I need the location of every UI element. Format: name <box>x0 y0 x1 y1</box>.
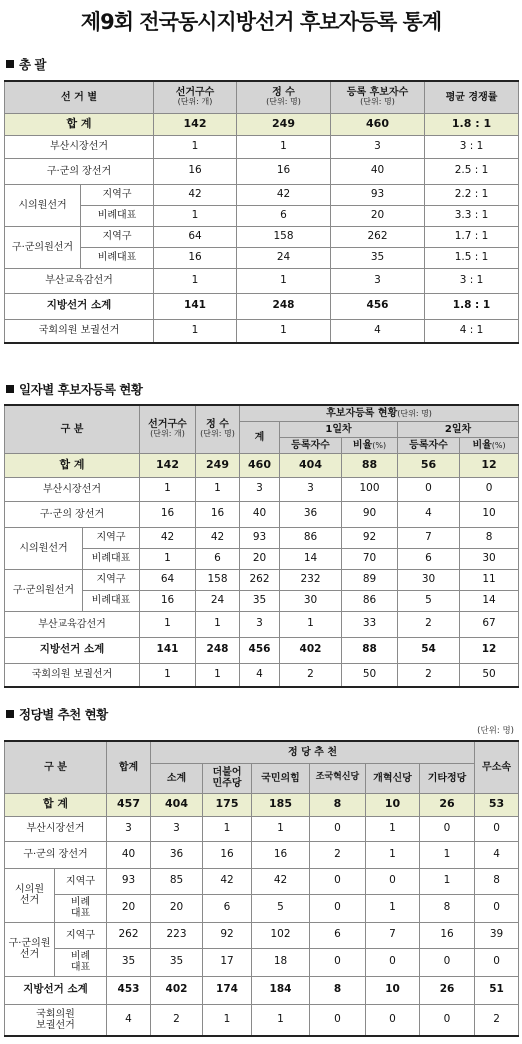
table-cell: 0 <box>420 1004 475 1036</box>
col-header: 기타정당 <box>420 763 475 793</box>
table-row <box>5 226 519 247</box>
table-cell: 1.8 : 1 <box>425 113 519 135</box>
table-cell: 30 <box>280 590 342 611</box>
table-cell: 92 <box>342 527 398 548</box>
table-cell: 457 <box>107 793 151 816</box>
table-cell: 232 <box>280 569 342 590</box>
table-cell: 64 <box>140 569 196 590</box>
table-cell: 1.5 : 1 <box>425 247 519 268</box>
table-cell: 2 <box>151 1004 203 1036</box>
table-cell: 1 <box>420 868 475 894</box>
table-cell: 시의원 선거 <box>5 868 55 922</box>
table-cell: 54 <box>398 637 460 663</box>
table-cell: 0 <box>310 816 366 841</box>
table-row <box>5 868 519 894</box>
table-cell: 6 <box>196 548 240 569</box>
table-cell: 248 <box>237 293 331 319</box>
table-cell: 3 <box>331 135 425 158</box>
table-cell: 8 <box>460 527 519 548</box>
table-row <box>5 569 519 590</box>
table-cell: 36 <box>280 501 342 527</box>
table-cell: 64 <box>154 226 237 247</box>
table-cell: 90 <box>342 501 398 527</box>
table-cell: 14 <box>460 590 519 611</box>
table-cell: 1 <box>196 477 240 501</box>
table-cell: 비례대표 <box>81 205 154 226</box>
table-row <box>5 319 519 343</box>
table-cell: 3 <box>280 477 342 501</box>
section-heading-party <box>6 705 108 723</box>
table-cell: 지역구 <box>55 868 107 894</box>
table-row <box>5 268 519 293</box>
col-header: 합계 <box>107 741 151 793</box>
table-cell: 시의원선거 <box>5 184 81 226</box>
table-cell: 비례대표 <box>81 247 154 268</box>
table-cell: 10 <box>366 793 420 816</box>
table-cell: 33 <box>342 611 398 637</box>
table-cell: 지역구 <box>55 922 107 948</box>
table-cell: 1 <box>252 816 310 841</box>
table-cell: 지방선거 소계 <box>5 637 140 663</box>
table-row-subtotal <box>5 637 519 663</box>
table-cell: 비례 대표 <box>55 948 107 976</box>
table-cell: 1 <box>140 548 196 569</box>
section-heading-text: 총 괄 <box>19 57 47 72</box>
table-cell: 262 <box>107 922 151 948</box>
party-nomination-table <box>4 740 519 1037</box>
table-cell: 88 <box>342 637 398 663</box>
table-cell: 16 <box>252 841 310 868</box>
table-cell: 10 <box>460 501 519 527</box>
table-cell: 16 <box>196 501 240 527</box>
table-cell: 14 <box>280 548 342 569</box>
col-header: 1일차 <box>280 421 398 437</box>
table-cell: 2 <box>310 841 366 868</box>
table-cell: 8 <box>310 976 366 1004</box>
col-header: 등록자수 <box>280 437 342 453</box>
table-cell: 3 <box>331 268 425 293</box>
table-cell: 1.8 : 1 <box>425 293 519 319</box>
col-header: 평균 경쟁률 <box>425 81 519 113</box>
table-cell: 7 <box>398 527 460 548</box>
table-cell: 1 <box>140 477 196 501</box>
table-cell: 비례 대표 <box>55 894 107 922</box>
table-header-row <box>5 741 519 763</box>
col-header: 구 분 <box>5 405 140 453</box>
table-cell: 67 <box>460 611 519 637</box>
page-title: 제9회 전국동시지방선거 후보자등록 통계 <box>80 10 442 34</box>
table-cell: 185 <box>252 793 310 816</box>
table-cell: 24 <box>196 590 240 611</box>
table-cell: 158 <box>196 569 240 590</box>
table-cell: 262 <box>240 569 280 590</box>
table-cell: 2.5 : 1 <box>425 158 519 184</box>
table-cell: 53 <box>475 793 519 816</box>
table-cell: 3 <box>107 816 151 841</box>
table-cell: 국회의원 보궐선거 <box>5 319 154 343</box>
square-bullet-icon <box>6 385 14 393</box>
table-row <box>5 135 519 158</box>
table-cell: 5 <box>398 590 460 611</box>
table-cell: 16 <box>420 922 475 948</box>
table-cell: 7 <box>366 922 420 948</box>
table-cell: 8 <box>310 793 366 816</box>
col-header: 정 수 (단위: 명) <box>196 405 240 453</box>
col-header: 조국혁신당 <box>310 763 366 793</box>
table-cell: 0 <box>398 477 460 501</box>
table-cell: 86 <box>280 527 342 548</box>
table-cell: 16 <box>237 158 331 184</box>
col-header: 선 거 별 <box>5 81 154 113</box>
table-cell: 0 <box>420 948 475 976</box>
table-cell: 404 <box>151 793 203 816</box>
table-cell: 10 <box>366 976 420 1004</box>
table-cell: 141 <box>140 637 196 663</box>
table-cell: 12 <box>460 637 519 663</box>
table-cell: 6 <box>398 548 460 569</box>
table-cell: 85 <box>151 868 203 894</box>
table-cell: 1 <box>154 205 237 226</box>
table-cell: 1 <box>196 611 240 637</box>
col-header: 비율(%) <box>460 437 519 453</box>
table-cell: 국회의원 보궐선거 <box>5 1004 107 1036</box>
table-cell: 42 <box>154 184 237 205</box>
table-cell: 1 <box>366 894 420 922</box>
table-cell: 2 <box>475 1004 519 1036</box>
col-header: 비율(%) <box>342 437 398 453</box>
table-cell: 249 <box>196 453 240 477</box>
table-cell: 26 <box>420 976 475 1004</box>
table-cell: 92 <box>203 922 252 948</box>
table-cell: 12 <box>460 453 519 477</box>
table-cell: 1 <box>140 663 196 687</box>
table-cell: 6 <box>237 205 331 226</box>
table-cell: 4 <box>398 501 460 527</box>
col-header: 구 분 <box>5 741 107 793</box>
table-cell: 456 <box>331 293 425 319</box>
table-cell: 0 <box>475 948 519 976</box>
table-cell: 부산시장선거 <box>5 816 107 841</box>
table-cell: 17 <box>203 948 252 976</box>
table-cell: 100 <box>342 477 398 501</box>
table-cell: 35 <box>107 948 151 976</box>
table-cell: 0 <box>310 948 366 976</box>
table-cell: 460 <box>240 453 280 477</box>
table-cell: 56 <box>398 453 460 477</box>
table-cell: 1 <box>140 611 196 637</box>
table-cell: 지역구 <box>81 184 154 205</box>
table-cell: 6 <box>203 894 252 922</box>
col-header: 개혁신당 <box>366 763 420 793</box>
table-cell: 11 <box>460 569 519 590</box>
table-cell: 부산교육감선거 <box>5 611 140 637</box>
table-cell: 1 <box>252 1004 310 1036</box>
table-header-row <box>5 405 519 421</box>
section-heading-text: 일자별 후보자등록 현황 <box>19 382 143 397</box>
table-row <box>5 184 519 205</box>
table-cell: 141 <box>154 293 237 319</box>
table-cell: 부산시장선거 <box>5 135 154 158</box>
square-bullet-icon <box>6 60 14 68</box>
table-cell: 4 <box>475 841 519 868</box>
table-header-row <box>5 81 519 113</box>
table-cell: 구·군의 장선거 <box>5 158 154 184</box>
table-cell: 26 <box>420 793 475 816</box>
table-cell: 16 <box>140 590 196 611</box>
table-cell: 1 <box>366 841 420 868</box>
col-header: 선거구수 (단위: 개) <box>140 405 196 453</box>
table-cell: 합 계 <box>5 793 107 816</box>
table-cell: 453 <box>107 976 151 1004</box>
table-row <box>5 816 519 841</box>
table-cell: 456 <box>240 637 280 663</box>
table-cell: 158 <box>237 226 331 247</box>
table-cell: 3 <box>240 477 280 501</box>
table-cell: 89 <box>342 569 398 590</box>
table-cell: 2 <box>398 611 460 637</box>
table-cell: 비례대표 <box>83 548 140 569</box>
table-cell: 42 <box>203 868 252 894</box>
table-cell: 42 <box>196 527 240 548</box>
table-cell: 8 <box>420 894 475 922</box>
table-cell: 86 <box>342 590 398 611</box>
table-cell: 50 <box>460 663 519 687</box>
table-cell: 175 <box>203 793 252 816</box>
table-row <box>5 501 519 527</box>
table-cell: 42 <box>140 527 196 548</box>
table-cell: 93 <box>331 184 425 205</box>
table-cell: 1 <box>196 663 240 687</box>
table-cell: 시의원선거 <box>5 527 83 569</box>
table-cell: 1 <box>366 816 420 841</box>
table-cell: 16 <box>154 247 237 268</box>
table-cell: 지방선거 소계 <box>5 293 154 319</box>
section-heading-daily <box>6 380 142 398</box>
section-heading-summary <box>6 55 46 73</box>
table-cell: 20 <box>331 205 425 226</box>
table-cell: 30 <box>460 548 519 569</box>
table-cell: 구·군의 장선거 <box>5 501 140 527</box>
table-cell: 51 <box>475 976 519 1004</box>
table-cell: 4 <box>331 319 425 343</box>
table-row <box>5 663 519 687</box>
table-cell: 16 <box>140 501 196 527</box>
table-cell: 460 <box>331 113 425 135</box>
table-cell: 1.7 : 1 <box>425 226 519 247</box>
table-cell: 93 <box>107 868 151 894</box>
col-header: 후보자등록 현황(단위: 명) <box>240 405 519 421</box>
table-cell: 20 <box>240 548 280 569</box>
table-row <box>5 894 519 922</box>
col-header: 계 <box>240 421 280 453</box>
table-cell: 16 <box>154 158 237 184</box>
table-cell: 3 <box>240 611 280 637</box>
table-row <box>5 590 519 611</box>
table-cell: 35 <box>151 948 203 976</box>
table-cell: 지역구 <box>83 527 140 548</box>
col-header: 정 당 추 천 <box>151 741 475 763</box>
col-header: 2일차 <box>398 421 519 437</box>
table-cell: 합 계 <box>5 453 140 477</box>
table-cell: 0 <box>420 816 475 841</box>
table-cell: 1 <box>237 268 331 293</box>
table-cell: 지방선거 소계 <box>5 976 107 1004</box>
col-header: 소계 <box>151 763 203 793</box>
table-cell: 35 <box>240 590 280 611</box>
table-cell: 1 <box>237 319 331 343</box>
table-cell: 20 <box>151 894 203 922</box>
table-row <box>5 922 519 948</box>
table-cell: 20 <box>107 894 151 922</box>
table-row <box>5 548 519 569</box>
table-cell: 223 <box>151 922 203 948</box>
section-heading-text: 정당별 추천 현황 <box>19 707 108 722</box>
table-row-total <box>5 793 519 816</box>
table-cell: 1 <box>203 1004 252 1036</box>
table-cell: 3 : 1 <box>425 135 519 158</box>
table-row <box>5 205 519 226</box>
table-cell: 402 <box>151 976 203 1004</box>
table-cell: 1 <box>280 611 342 637</box>
table-cell: 0 <box>475 816 519 841</box>
table-row <box>5 477 519 501</box>
table-cell: 1 <box>420 841 475 868</box>
table-cell: 70 <box>342 548 398 569</box>
table-cell: 2 <box>280 663 342 687</box>
square-bullet-icon <box>6 710 14 718</box>
table-cell: 부산시장선거 <box>5 477 140 501</box>
table-row <box>5 1004 519 1036</box>
col-header: 무소속 <box>475 741 519 793</box>
table-cell: 1 <box>154 268 237 293</box>
table-cell: 5 <box>252 894 310 922</box>
col-header: 등록 후보자수 (단위: 명) <box>331 81 425 113</box>
table-cell: 1 <box>154 319 237 343</box>
table-cell: 404 <box>280 453 342 477</box>
table-cell: 3 <box>151 816 203 841</box>
col-header: 더불어 민주당 <box>203 763 252 793</box>
table-cell: 18 <box>252 948 310 976</box>
table-cell: 402 <box>280 637 342 663</box>
table-cell: 1 <box>203 816 252 841</box>
table-cell: 0 <box>310 1004 366 1036</box>
table-cell: 3 : 1 <box>425 268 519 293</box>
table-cell: 국회의원 보궐선거 <box>5 663 140 687</box>
table-cell: 0 <box>475 894 519 922</box>
table-cell: 40 <box>240 501 280 527</box>
summary-table <box>4 80 519 344</box>
table-cell: 3.3 : 1 <box>425 205 519 226</box>
table-row-total <box>5 453 519 477</box>
table-cell: 30 <box>398 569 460 590</box>
table-cell: 248 <box>196 637 240 663</box>
table-cell: 4 <box>240 663 280 687</box>
table-cell: 0 <box>460 477 519 501</box>
table-cell: 0 <box>366 948 420 976</box>
table-cell: 24 <box>237 247 331 268</box>
table-cell: 0 <box>310 894 366 922</box>
table-cell: 88 <box>342 453 398 477</box>
table-cell: 지역구 <box>81 226 154 247</box>
table-cell: 구·군의 장선거 <box>5 841 107 868</box>
table-row <box>5 158 519 184</box>
table-cell: 6 <box>310 922 366 948</box>
table-cell: 142 <box>140 453 196 477</box>
col-header: 국민의힘 <box>252 763 310 793</box>
col-header: 등록자수 <box>398 437 460 453</box>
table-cell: 1 <box>237 135 331 158</box>
table-cell: 2.2 : 1 <box>425 184 519 205</box>
table-cell: 0 <box>366 1004 420 1036</box>
table-cell: 50 <box>342 663 398 687</box>
table-cell: 0 <box>366 868 420 894</box>
table-row <box>5 841 519 868</box>
table-cell: 구·군의원선거 <box>5 226 81 268</box>
table-cell: 2 <box>398 663 460 687</box>
table-cell: 4 <box>107 1004 151 1036</box>
table-cell: 8 <box>475 868 519 894</box>
table-cell: 부산교육감선거 <box>5 268 154 293</box>
table-cell: 102 <box>252 922 310 948</box>
table-cell: 구·군의원선거 <box>5 569 83 611</box>
table-row-subtotal <box>5 293 519 319</box>
table-cell: 142 <box>154 113 237 135</box>
table-cell: 36 <box>151 841 203 868</box>
table-cell: 지역구 <box>83 569 140 590</box>
table-cell: 4 : 1 <box>425 319 519 343</box>
col-header: 선거구수 (단위: 개) <box>154 81 237 113</box>
table-cell: 42 <box>252 868 310 894</box>
table-cell: 16 <box>203 841 252 868</box>
daily-registration-table <box>4 404 519 688</box>
table-cell: 40 <box>331 158 425 184</box>
table-cell: 구·군의원 선거 <box>5 922 55 976</box>
table-cell: 262 <box>331 226 425 247</box>
table-row-subtotal <box>5 976 519 1004</box>
table-cell: 249 <box>237 113 331 135</box>
table-cell: 174 <box>203 976 252 1004</box>
table-cell: 40 <box>107 841 151 868</box>
unit-note: (단위: 명) <box>477 726 514 736</box>
table-cell: 비례대표 <box>83 590 140 611</box>
table-cell: 1 <box>154 135 237 158</box>
col-header: 정 수 (단위: 명) <box>237 81 331 113</box>
table-cell: 합 계 <box>5 113 154 135</box>
table-cell: 35 <box>331 247 425 268</box>
table-cell: 184 <box>252 976 310 1004</box>
table-row <box>5 247 519 268</box>
table-cell: 93 <box>240 527 280 548</box>
table-row <box>5 527 519 548</box>
table-cell: 39 <box>475 922 519 948</box>
table-row <box>5 948 519 976</box>
table-cell: 42 <box>237 184 331 205</box>
table-cell: 0 <box>310 868 366 894</box>
table-row <box>5 611 519 637</box>
table-row-total <box>5 113 519 135</box>
